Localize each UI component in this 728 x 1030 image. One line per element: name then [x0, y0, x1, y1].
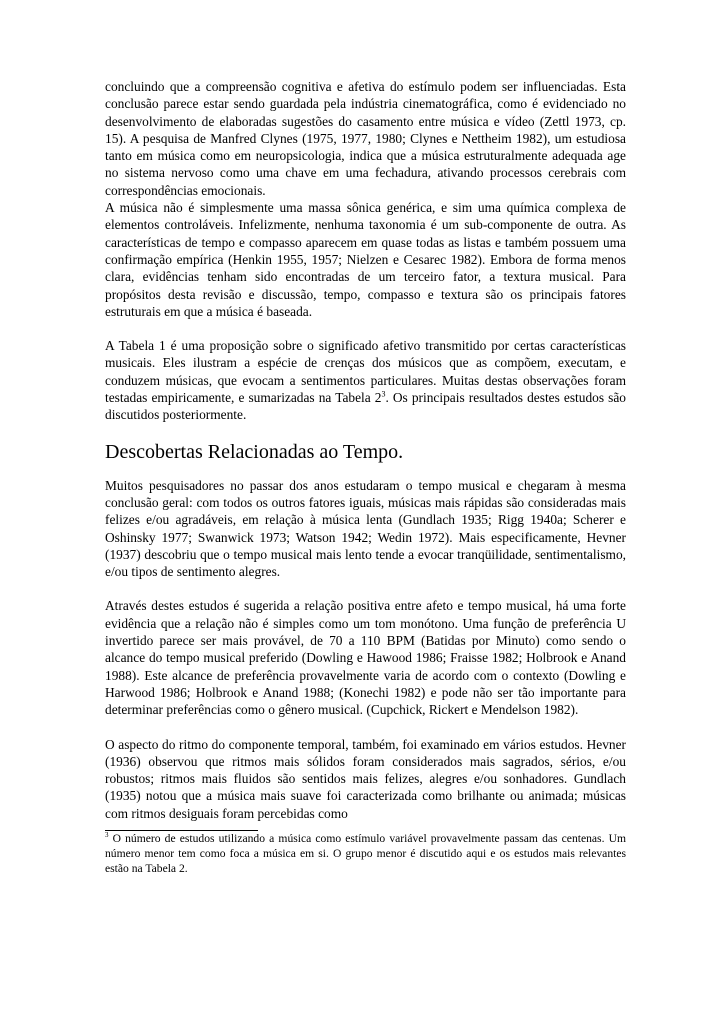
footnote [105, 831, 626, 876]
paragraph-tempo-preference: Através destes estudos é sugerida a relação positiva entre afeto e tempo musical, há uma forte evidência que a relação não é simples como um tom monótono. Uma função de preferência U invertido parece ser mais provável, de 70 a 110 BPM (Batidas por Minuto) como sendo o alcance do tempo musical preferido (Dowling e Hawood 1986; Fraisse 1982; Holbrook e Anand 1988). Este alcance de preferência provavelmente varia de acordo com o contexto (Dowling e Harwood 1986; Holbrook e Anand 1988; (Konechi 1982) e pode não ser tão importante para determinar preferências como o gênero musical. (Cupchick, Rickert e Mendelson 1982). [105, 598, 626, 718]
paragraph-tempo-findings: Muitos pesquisadores no passar dos anos estudaram o tempo musical e chegaram à mesma conclusão geral: com todos os outros fatores iguais, músicas mais rápidas são consideradas mais felizes e/ou agradáveis, em relação à música lenta (Gundlach 1935; Rigg 1940a; Scherer e Oshinsky 1977; Swanwick 1973; Watson 1942; Wedin 1972). Mais especificamente, Hevner (1937) descobriu que o tempo musical mais lento tende a evocar tranqüilidade, sentimentalismo, e/ou tipos de sentimento alegres. [105, 477, 626, 580]
paragraph-rhythm: O aspecto do ritmo do componente temporal, também, foi examinado em vários estudos. Hevner (1936) observou que ritmos mais sólidos foram considerados mais sagrados, sérios, e/ou robustos; ritmos mais fluidos são sentidos mais felizes, alegres e/ou sonhadores. Gundlach (1935) notou que a música mais suave foi caracterizada como brilhante ou animada; músicas com ritmos desiguais foram percebidas como [105, 736, 626, 821]
paragraph-table-1 [105, 337, 626, 423]
paragraph-table-1-text: A Tabela 1 é uma proposição sobre o significado afetivo transmitido por certas características musicais. Eles ilustram a espécie de crenças dos músicos que as compõem, executam, e conduzem músicas, que evocam a sentimentos particulares. Muitas destas observações foram testadas empiricamente, e sumarizadas na Tabela 2 [105, 338, 626, 406]
section-heading: Descobertas Relacionadas ao Tempo. [105, 440, 404, 463]
paragraph-table-1-tail: . Os principais resultados destes estudos são discutidos posteriormente. [105, 390, 626, 423]
page-content [105, 78, 626, 876]
footnote-marker: 3 [105, 831, 109, 840]
footnote-text: O número de estudos utilizando a música como estímulo variável provavelmente passam das centenas. Um número menor tem como foca a música em si. O grupo menor é discutido aqui e os estudos mais relevantes estão na Tabela 2. [105, 831, 626, 875]
footnote-reference: 3 [381, 389, 386, 399]
paragraph-music-chemistry: A música não é simplesmente uma massa sônica genérica, e sim uma química complexa de elementos controláveis. Infelizmente, nenhuma taxonomia é um sub-componente de outra. As características de tempo e compasso aparecem em quase todas as listas e também possuem uma confirmação empírica (Henkin 1955, 1957; Nielzen e Cesarec 1982). Embora de forma menos clara, evidências tenham sido encontradas de um terceiro fator, a textura musical. Para propósitos desta revisão e discussão, tempo, compasso e textura são os principais fatores estruturais em que a música é baseada. [105, 200, 626, 319]
paragraph-cognitive-influence: concluindo que a compreensão cognitiva e afetiva do estímulo podem ser influenciadas. Esta conclusão parece estar sendo guardada pela indústria cinematográfica, como é evidenciado no desenvolvimento de elaboradas sugestões do casamento entre música e vídeo (Zettl 1973, cp. 15). A pesquisa de Manfred Clynes (1975, 1977, 1980; Clynes e Nettheim 1982), um estudiosa tanto em música como em neuropsicologia, indica que a música estruturalmente adequada age no sistema nervoso como uma chave em uma fechadura, ativando processos cerebrais com correspondências emocionais. [105, 79, 626, 198]
